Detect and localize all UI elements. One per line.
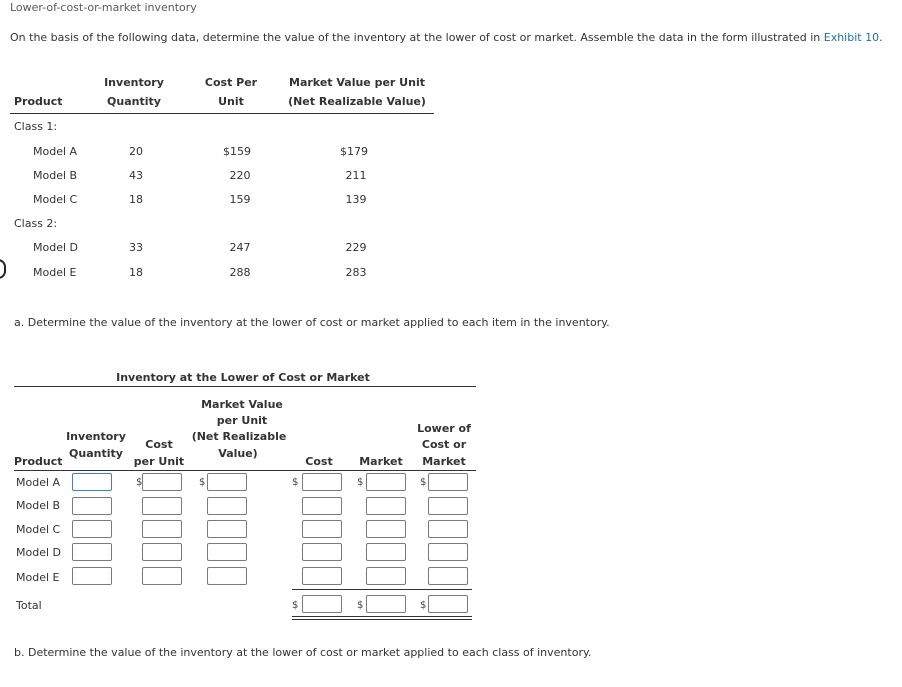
market-input-model-d[interactable]	[207, 543, 247, 561]
problem-title: Lower-of-cost-or-market inventory	[10, 1, 197, 14]
total-market-input-model-e[interactable]	[366, 567, 406, 585]
qty-input-model-c[interactable]	[72, 520, 112, 538]
col-header-market-2: (Net Realizable Value)	[288, 95, 426, 108]
row-market: 139	[345, 193, 367, 206]
col-header-market-1: Market Value	[201, 398, 283, 411]
question-a: a. Determine the value of the inventory at the lower of cost or market applied to each item in the inventory.	[14, 316, 610, 329]
row-market: 283	[345, 266, 367, 279]
col-header-market-4: Value)	[218, 447, 258, 460]
total-cost-input-model-c[interactable]	[302, 520, 342, 538]
row-cost: 220	[229, 169, 251, 182]
row-product: Model E	[16, 571, 60, 584]
col-header-cost-1: Cost	[145, 438, 173, 451]
total-cost-input-model-e[interactable]	[302, 567, 342, 585]
row-product: Model B	[33, 169, 78, 182]
total-cost-input-model-d[interactable]	[302, 543, 342, 561]
row-product: Model A	[16, 476, 61, 489]
market-input-model-e[interactable]	[207, 567, 247, 585]
double-rule-1	[292, 616, 472, 617]
instructions-end: .	[879, 31, 883, 44]
col-header-qty-1: Inventory	[104, 76, 164, 89]
total-market-input-model-c[interactable]	[366, 520, 406, 538]
problem-instructions	[10, 31, 883, 44]
row-product: Model D	[16, 546, 61, 559]
row-qty: 33	[129, 241, 143, 254]
row-cost: 159	[229, 193, 251, 206]
header-divider	[14, 470, 476, 471]
col-header-total-market: Market	[359, 455, 403, 468]
col-header-market-3: (Net Realizable	[191, 430, 287, 443]
total-market-input-model-a[interactable]	[366, 473, 406, 491]
total-lcm-input[interactable]	[428, 595, 468, 613]
cost-input-model-a[interactable]	[142, 473, 182, 491]
lcm-input-model-d[interactable]	[428, 543, 468, 561]
market-input-model-c[interactable]	[207, 520, 247, 538]
cost-input-model-d[interactable]	[142, 543, 182, 561]
row-market: 211	[345, 169, 367, 182]
total-market-input-model-b[interactable]	[366, 497, 406, 515]
title-divider	[14, 386, 476, 387]
question-b: b. Determine the value of the inventory at the lower of cost or market applied to each class of inventory.	[14, 646, 592, 659]
lcm-input-model-c[interactable]	[428, 520, 468, 538]
col-header-market-1: Market Value per Unit	[289, 76, 425, 89]
col-header-total-cost: Cost	[305, 455, 333, 468]
row-cost: 247	[229, 241, 251, 254]
col-header-market-2: per Unit	[216, 414, 268, 427]
cost-input-model-e[interactable]	[142, 567, 182, 585]
qty-input-model-b[interactable]	[72, 497, 112, 515]
row-cost: 288	[229, 266, 251, 279]
cost-input-model-b[interactable]	[142, 497, 182, 515]
col-header-cost-1: Cost Per	[204, 76, 258, 89]
panel-edge-handle	[0, 259, 6, 279]
answer-table-title: Inventory at the Lower of Cost or Market	[116, 371, 370, 384]
row-product: Model A	[33, 145, 78, 158]
row-qty: 18	[129, 193, 143, 206]
col-header-product: Product	[14, 95, 63, 108]
row-product: Model C	[16, 523, 61, 536]
col-header-cost-2: Unit	[218, 95, 244, 108]
col-header-qty-2: Quantity	[107, 95, 161, 108]
row-cost: $159	[223, 145, 251, 158]
row-product: Model C	[33, 193, 78, 206]
lcm-input-model-a[interactable]	[428, 473, 468, 491]
total-cost-input-model-b[interactable]	[302, 497, 342, 515]
double-rule-2	[292, 619, 472, 620]
dollar-sign: $	[292, 600, 299, 611]
col-header-product: Product	[14, 455, 63, 468]
total-cost-input-model-a[interactable]	[302, 473, 342, 491]
row-market: 229	[345, 241, 367, 254]
qty-input-model-a[interactable]	[72, 473, 112, 491]
row-market: $179	[340, 145, 368, 158]
row-qty: 20	[129, 145, 143, 158]
col-header-lcm-1: Lower of	[417, 422, 471, 435]
row-qty: 43	[129, 169, 143, 182]
row-qty: 18	[129, 266, 143, 279]
total-rule	[292, 589, 472, 590]
header-divider	[10, 113, 434, 114]
total-market-input[interactable]	[366, 595, 406, 613]
row-product: Model B	[16, 499, 61, 512]
qty-input-model-d[interactable]	[72, 543, 112, 561]
row-product: Model D	[33, 241, 78, 254]
col-header-lcm-2: Cost or	[421, 438, 467, 451]
dollar-sign: $	[199, 477, 206, 488]
class-2-label: Class 2:	[14, 217, 58, 230]
col-header-qty-1: Inventory	[66, 430, 126, 443]
dollar-sign: $	[136, 477, 143, 488]
market-input-model-a[interactable]	[207, 473, 247, 491]
row-product: Model E	[33, 266, 77, 279]
dollar-sign: $	[357, 600, 364, 611]
dollar-sign: $	[420, 600, 427, 611]
exhibit-link[interactable]: Exhibit 10	[823, 31, 880, 44]
market-input-model-b[interactable]	[207, 497, 247, 515]
qty-input-model-e[interactable]	[72, 567, 112, 585]
lcm-input-model-b[interactable]	[428, 497, 468, 515]
instructions-text: On the basis of the following data, determine the value of the inventory at the lower of cost or market. Assemble the data in the form illustrated in	[10, 31, 821, 44]
cost-input-model-c[interactable]	[142, 520, 182, 538]
dollar-sign: $	[420, 477, 427, 488]
col-header-cost-2: per Unit	[133, 455, 185, 468]
class-1-label: Class 1:	[14, 120, 58, 133]
total-label: Total	[16, 599, 42, 612]
dollar-sign: $	[292, 477, 299, 488]
total-cost-input[interactable]	[302, 595, 342, 613]
lcm-input-model-e[interactable]	[428, 567, 468, 585]
col-header-qty-2: Quantity	[69, 447, 123, 460]
total-market-input-model-d[interactable]	[366, 543, 406, 561]
dollar-sign: $	[357, 477, 364, 488]
col-header-lcm-3: Market	[422, 455, 466, 468]
